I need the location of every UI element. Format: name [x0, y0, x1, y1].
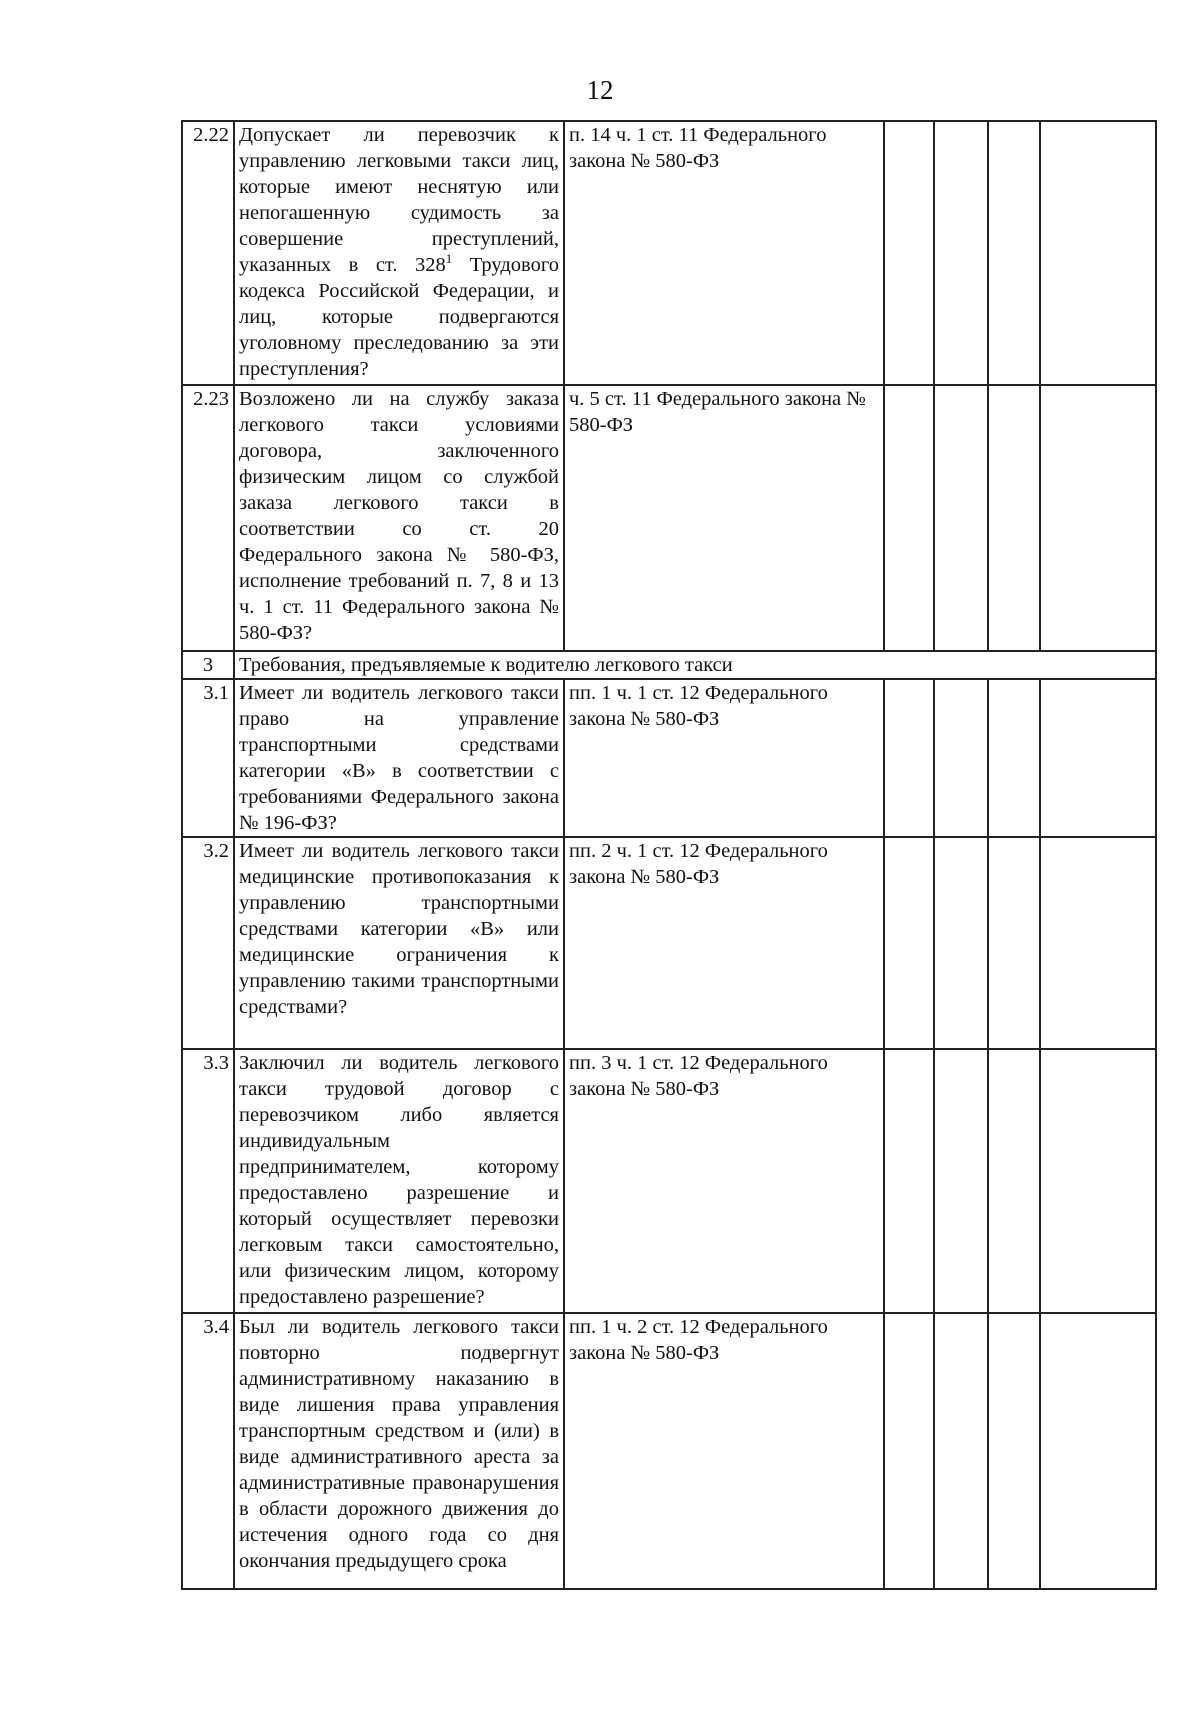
table-row: [182, 1049, 1156, 1313]
empty-cell: [884, 679, 934, 837]
empty-cell: [884, 1313, 934, 1589]
superscript: 1: [445, 251, 453, 267]
empty-cell: [1040, 679, 1156, 837]
empty-cell: [934, 121, 988, 385]
question-text: [234, 121, 564, 385]
empty-cell: [988, 121, 1040, 385]
section-title: Требования, предъявляемые к водителю легкового такси: [234, 651, 1156, 679]
empty-cell: [1040, 385, 1156, 651]
empty-cell: [988, 1049, 1040, 1313]
empty-cell: [884, 121, 934, 385]
row-number: 3.2: [182, 837, 234, 1049]
row-number: 3.3: [182, 1049, 234, 1313]
section-number: 3: [182, 651, 234, 679]
section-row: [182, 651, 1156, 679]
question-text: Возложено ли на службу заказа легкового такси условиями договора, заключенного физическим лицом со службой заказа легкового такси в соответствии со ст. 20 Федерального закона № 580-ФЗ, исполнение требований п. 7, 8 и 13 ч. 1 ст. 11 Федерального закона № 580-ФЗ?: [234, 385, 564, 651]
question-text: Заключил ли водитель легкового такси трудовой договор с перевозчиком либо является индивидуальным предпринимателем, которому предоставлено разрешение и который осуществляет перевозки легковым такси самостоятельно, или физическим лицом, которому предоставлено разрешение?: [234, 1049, 564, 1313]
empty-cell: [1040, 1313, 1156, 1589]
empty-cell: [1040, 1049, 1156, 1313]
empty-cell: [988, 1313, 1040, 1589]
empty-cell: [934, 679, 988, 837]
row-number: 2.22: [182, 121, 234, 385]
row-number: 3.1: [182, 679, 234, 837]
legal-reference: пп. 2 ч. 1 ст. 12 Федерального закона № 580-ФЗ: [564, 837, 884, 1049]
checklist-table: [181, 120, 1157, 1590]
question-text-part: Допускает ли перевозчик к управлению легковыми такси лиц, которые имеют неснятую или непогашенную судимость за совершение преступлений, указанных в ст. 328: [239, 124, 559, 276]
table-row: [182, 1313, 1156, 1589]
page-number: 12: [586, 75, 614, 105]
empty-cell: [988, 837, 1040, 1049]
table-row: [182, 679, 1156, 837]
empty-cell: [934, 837, 988, 1049]
empty-cell: [884, 385, 934, 651]
empty-cell: [1040, 121, 1156, 385]
table-row: [182, 837, 1156, 1049]
question-text: Имеет ли водитель легкового такси право на управление транспортными средствами категории «В» в соответствии с требованиями Федерального закона № 196-ФЗ?: [234, 679, 564, 837]
empty-cell: [934, 1049, 988, 1313]
question-text: Имеет ли водитель легкового такси медицинские противопоказания к управлению транспортными средствами категории «В» или медицинские ограничения к управлению такими транспортными средствами?: [234, 837, 564, 1049]
empty-cell: [884, 837, 934, 1049]
table-row: [182, 385, 1156, 651]
question-text: Был ли водитель легкового такси повторно подвергнут административному наказанию в виде лишения права управления транспортным средством и (или) в виде административного ареста за административные правонарушения в области дорожного движения до истечения одного года со дня окончания предыдущего срока: [234, 1313, 564, 1589]
empty-cell: [988, 385, 1040, 651]
legal-reference: пп. 3 ч. 1 ст. 12 Федерального закона № 580-ФЗ: [564, 1049, 884, 1313]
empty-cell: [1040, 837, 1156, 1049]
row-number: 2.23: [182, 385, 234, 651]
legal-reference: пп. 1 ч. 2 ст. 12 Федерального закона № 580-ФЗ: [564, 1313, 884, 1589]
question-text-part: Трудового кодекса Российской Федерации, и лиц, которые подвергаются уголовному преследованию за эти преступления?: [239, 254, 559, 380]
empty-cell: [934, 385, 988, 651]
empty-cell: [988, 679, 1040, 837]
empty-cell: [884, 1049, 934, 1313]
legal-reference: п. 14 ч. 1 ст. 11 Федерального закона № 580-ФЗ: [564, 121, 884, 385]
row-number: 3.4: [182, 1313, 234, 1589]
empty-cell: [934, 1313, 988, 1589]
legal-reference: ч. 5 ст. 11 Федерального закона № 580-ФЗ: [564, 385, 884, 651]
legal-reference: пп. 1 ч. 1 ст. 12 Федерального закона № 580-ФЗ: [564, 679, 884, 837]
table-row: [182, 121, 1156, 385]
